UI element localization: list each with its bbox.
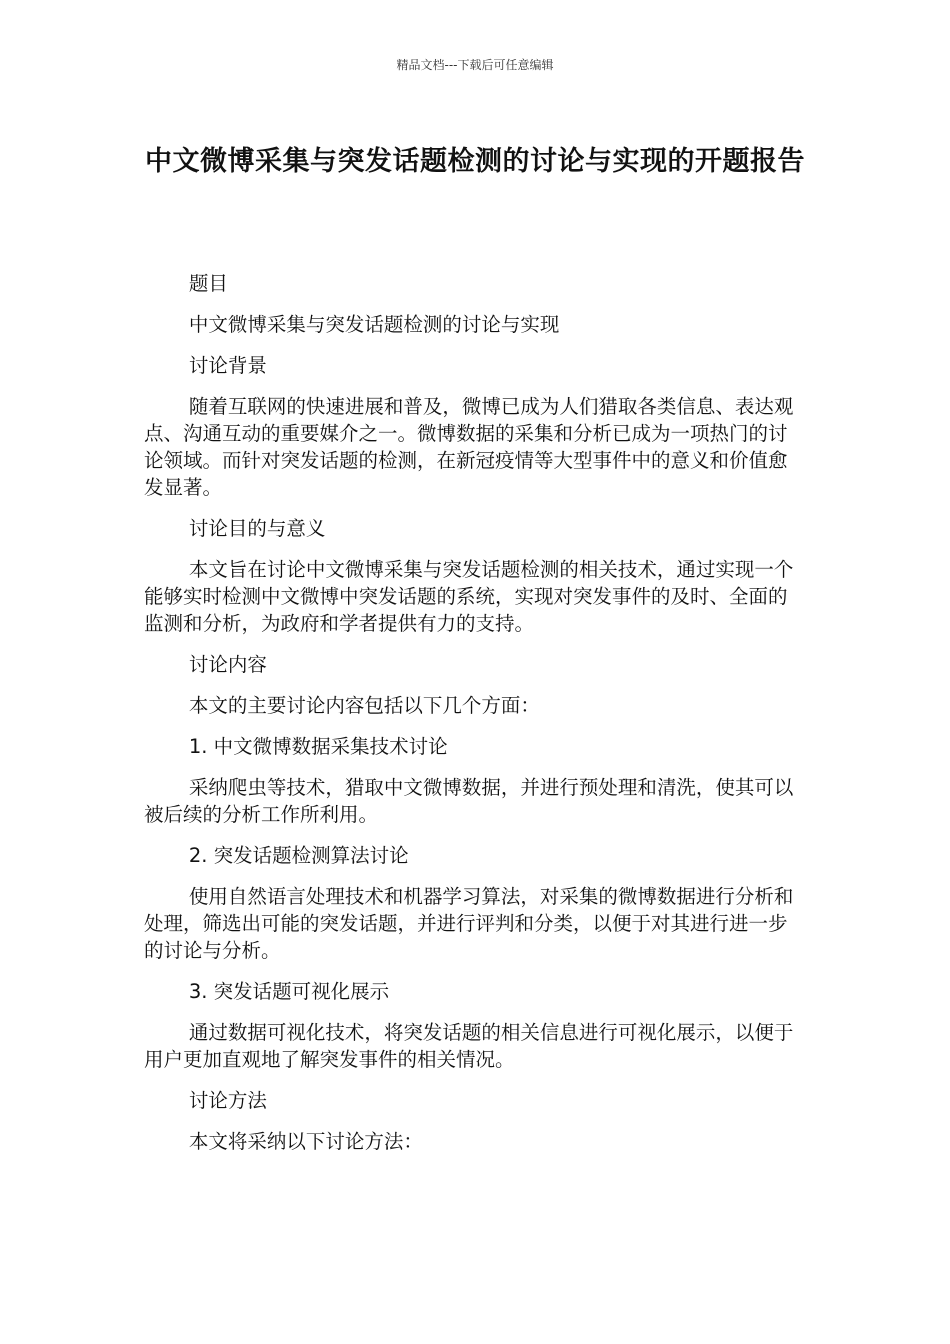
list-item-1-text: 采纳爬虫等技术，猎取中文微博数据，并进行预处理和清洗，使其可以被后续的分析工作所利用。 — [144, 776, 794, 826]
list-item-1-heading: 1. 中文微博数据采集技术讨论 — [188, 735, 448, 758]
section-heading-method: 讨论方法 — [188, 1089, 267, 1112]
section-heading-purpose: 讨论目的与意义 — [188, 517, 326, 540]
paragraph-purpose: 本文旨在讨论中文微博采集与突发话题检测的相关技术，通过实现一个能够实时检测中文微博中突发话题的系统，实现对突发事件的及时、全面的监测和分析，为政府和学者提供有力的支持。 — [144, 558, 794, 635]
page-header: 精品文档---下载后可任意编辑 — [396, 58, 554, 72]
paragraph-method-intro: 本文将采纳以下讨论方法： — [188, 1130, 423, 1153]
section-heading-content: 讨论内容 — [188, 653, 267, 676]
paragraph-background: 随着互联网的快速进展和普及，微博已成为人们猎取各类信息、表达观点、沟通互动的重要媒介之一。微博数据的采集和分析已成为一项热门的讨论领域。而针对突发话题的检测，在新冠疫情等大型事件中的意义和价值愈发显著。 — [144, 395, 794, 499]
list-item-2-heading: 2. 突发话题检测算法讨论 — [188, 844, 409, 867]
paragraph-topic-text: 中文微博采集与突发话题检测的讨论与实现 — [188, 313, 560, 336]
section-heading-background: 讨论背景 — [188, 354, 267, 377]
section-heading-topic: 题目 — [188, 272, 228, 295]
list-item-3-heading: 3. 突发话题可视化展示 — [188, 980, 390, 1003]
list-item-2-text: 使用自然语言处理技术和机器学习算法，对采集的微博数据进行分析和处理，筛选出可能的突发话题，并进行评判和分类，以便于对其进行进一步的讨论与分析。 — [144, 885, 794, 962]
document-body — [144, 270, 800, 1169]
document-title: 中文微博采集与突发话题检测的讨论与实现的开题报告 — [145, 146, 805, 177]
list-item-3-text: 通过数据可视化技术，将突发话题的相关信息进行可视化展示，以便于用户更加直观地了解突发事件的相关情况。 — [144, 1021, 794, 1071]
paragraph-content-intro: 本文的主要讨论内容包括以下几个方面： — [188, 694, 540, 717]
